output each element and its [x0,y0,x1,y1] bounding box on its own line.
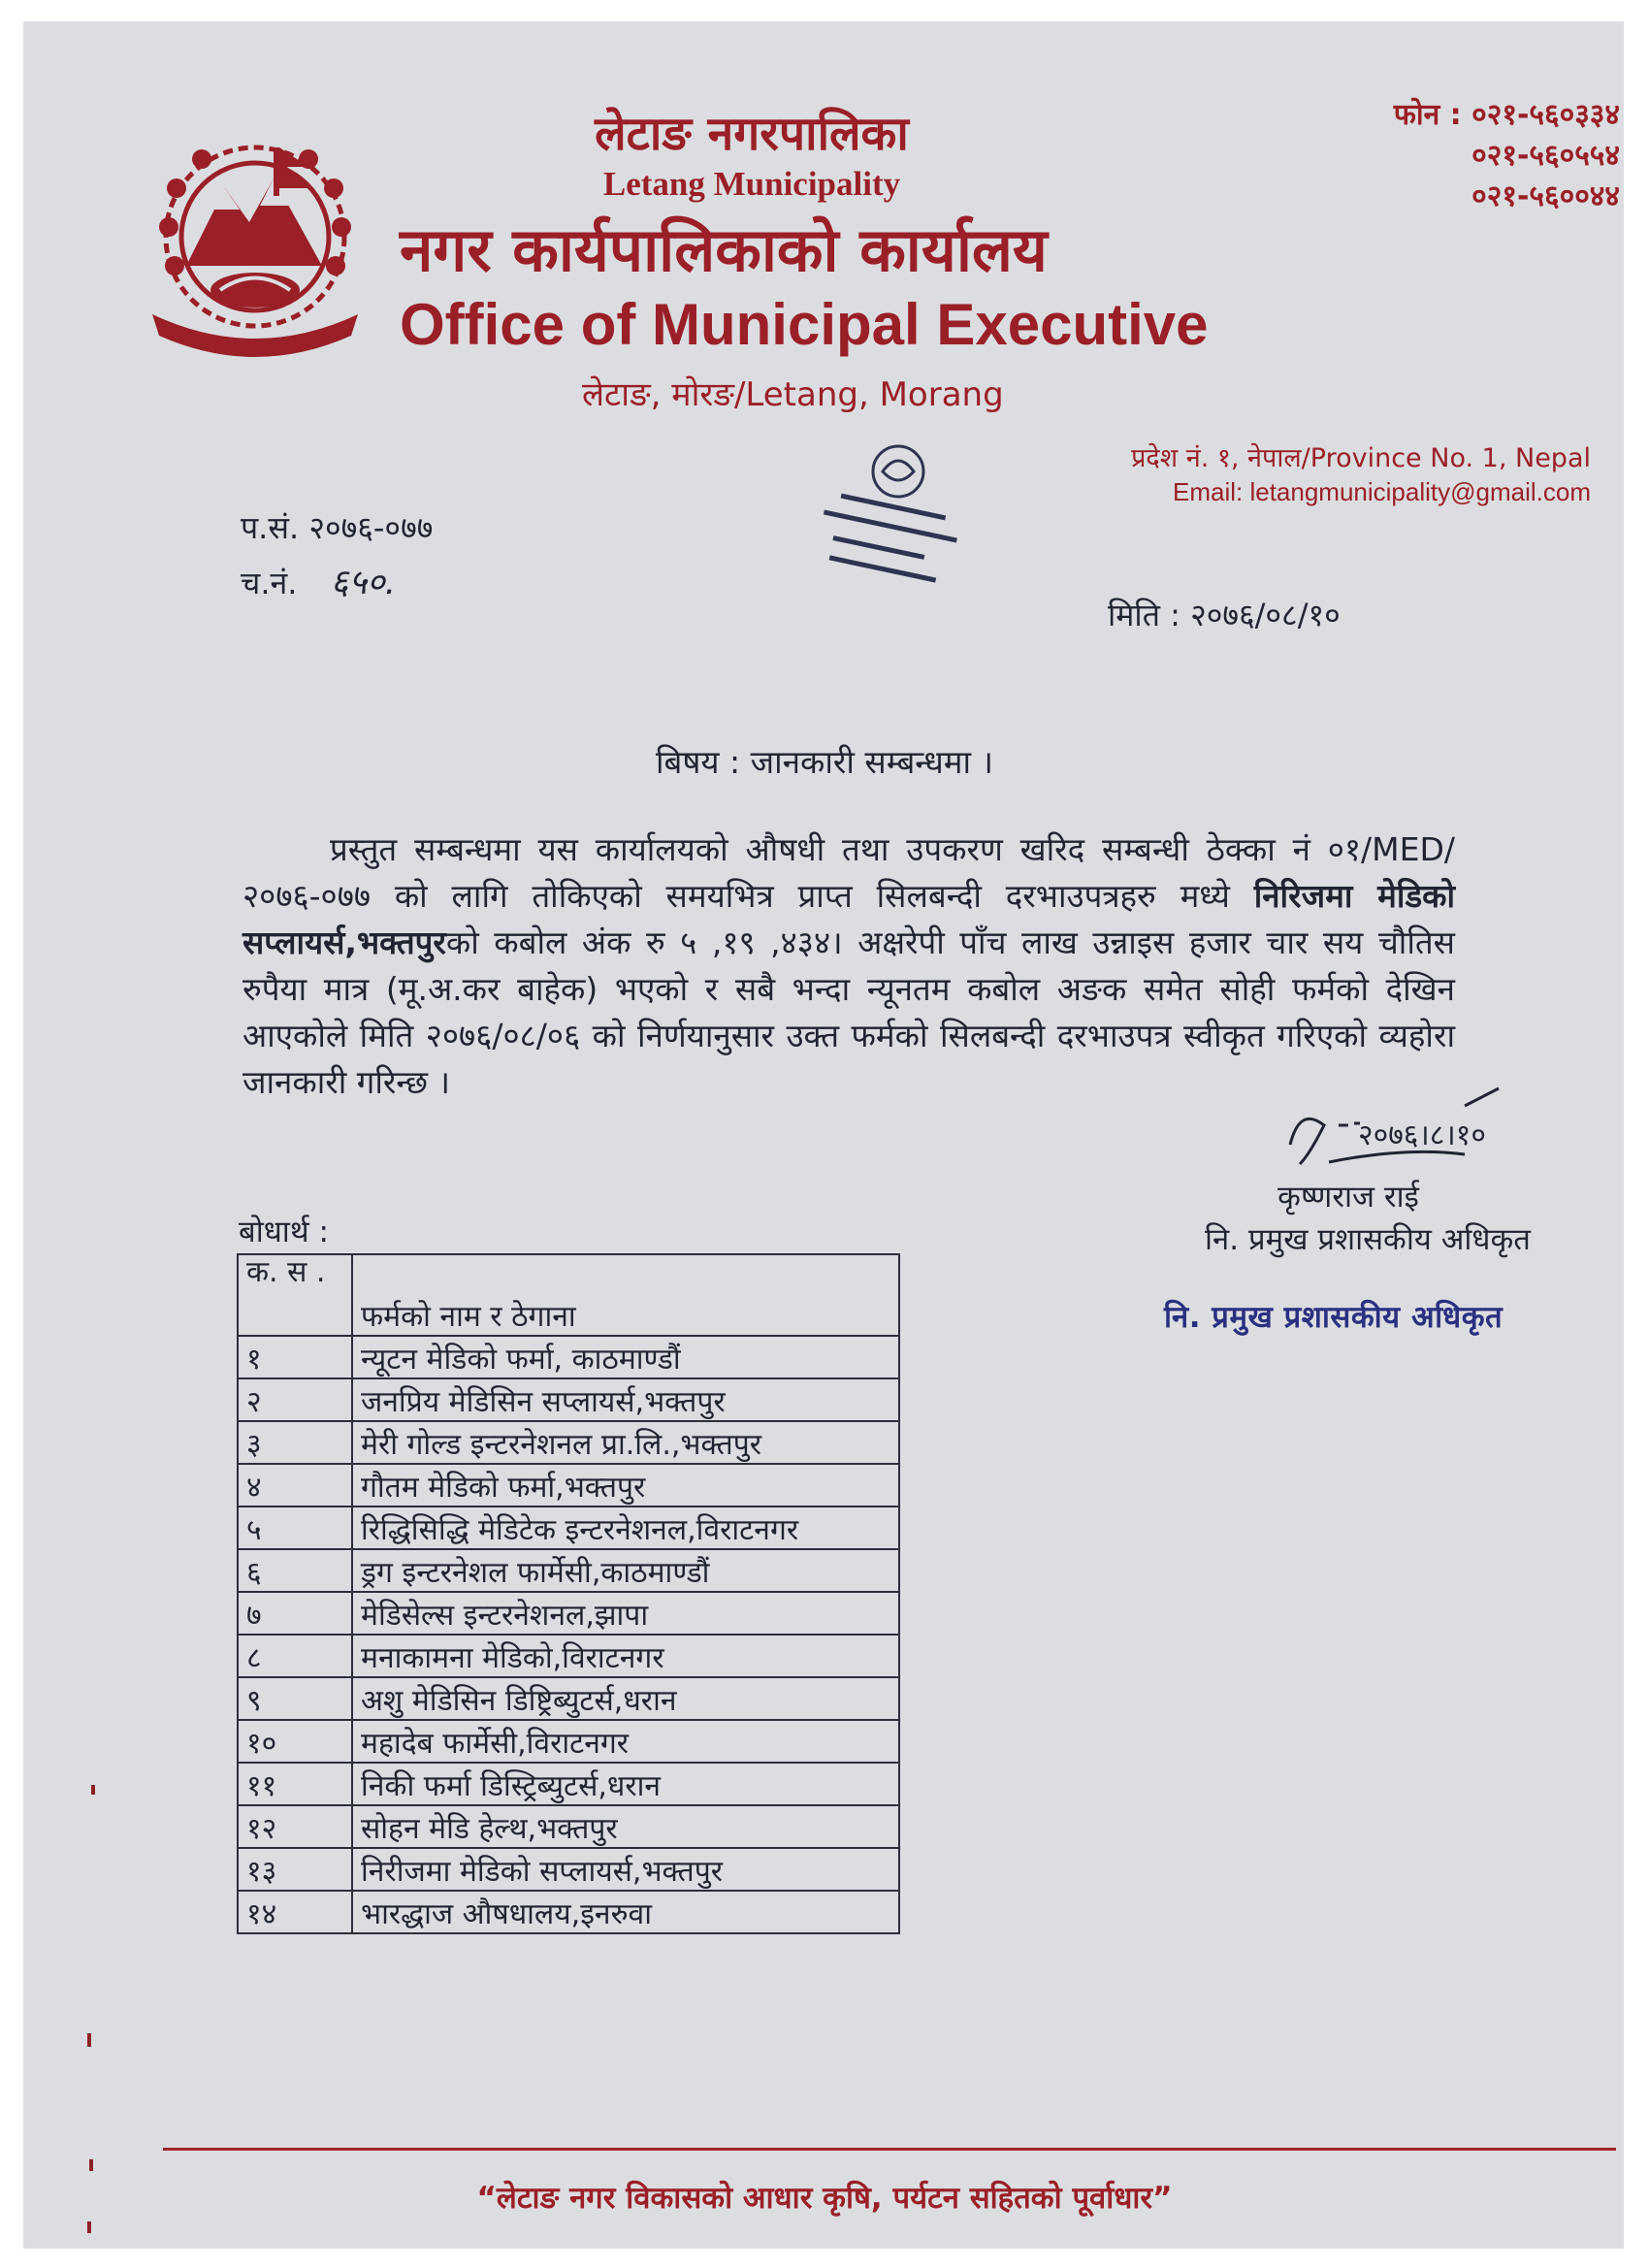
office-name-english: Office of Municipal Executive [400,292,1209,357]
serial-cell: १० [238,1720,352,1763]
serial-cell: ७ [238,1592,352,1635]
firm-cell: सोहन मेडि हेल्थ,भक्तपुर [352,1805,899,1848]
serial-cell: १४ [238,1891,352,1933]
serial-cell: ११ [238,1763,352,1805]
firm-header: फर्मको नाम र ठेगाना [352,1254,899,1336]
cc-label: बोधार्थ : [239,1215,329,1249]
table-row [238,1891,899,1933]
municipality-name-english: Letang Municipality [602,165,901,203]
table-row [238,1336,899,1378]
serial-cell: २ [238,1378,352,1421]
office-name-nepali: नगर कार्यपालिकाको कार्यालय [400,214,1048,285]
serial-cell: ५ [238,1507,352,1549]
office-stamp-icon [801,438,986,594]
table-row [238,1805,899,1848]
table-row [238,1592,899,1635]
firm-cell: निरीजमा मेडिको सप्लायर्स,भक्तपुर [352,1848,899,1891]
municipality-name-nepali: लेटाङ नगरपालिका [595,107,909,161]
firm-cell: अशु मेडिसिन डिष्ट्रिब्युटर्स,धरान [352,1677,899,1720]
table-row [238,1549,899,1592]
firm-cell: महादेब फार्मेसी,विराटनगर [352,1720,899,1763]
serial-cell: ८ [238,1635,352,1677]
table-row [238,1763,899,1805]
footer-divider [163,2148,1616,2151]
signatory-title: नि. प्रमुख प्रशासकीय अधिकृत [1205,1222,1531,1257]
table-row [238,1421,899,1464]
phone-number-1 [1290,93,1620,133]
serial-cell: ६ [238,1549,352,1592]
serial-cell: ३ [238,1421,352,1464]
firm-cell: मेरी गोल्ड इन्टरनेशनल प्रा.लि.,भक्तपुर [352,1421,899,1464]
serial-cell: ९ [238,1677,352,1720]
signatory-name: कृष्णराज राई [1277,1180,1419,1215]
serial-header: क. स . [238,1254,352,1336]
footer-slogan: “लेटाङ नगर विकासको आधार कृषि, पर्यटन सहितको पूर्वाधार” [476,2181,1173,2216]
dispatch-number [241,557,396,604]
table-row [238,1720,899,1763]
firm-cell: मेडिसेल्स इन्टरनेशनल,झापा [352,1592,899,1635]
subject-line: बिषय : जानकारी सम्बन्धमा । [655,743,994,781]
email-line: Email: letangmunicipality@gmail.com [1173,477,1591,506]
phone-label: फोन : [1393,98,1462,132]
letter-body [242,826,1455,1106]
phone-number-2: ०२१-५६०५५४ [1471,139,1620,173]
dispatch-value: ६५०. [330,563,397,602]
firm-cell: मनाकामना मेडिको,विराटनगर [352,1635,899,1677]
office-location: लेटाङ, मोरङ/Letang, Morang [582,375,1004,414]
margin-mark [87,2221,91,2233]
firm-cell: निकी फर्मा डिस्ट्रिब्युटर्स,धरान [352,1763,899,1805]
firm-cell: रिद्धिसिद्धि मेडिटेक इन्टरनेशनल,विराटनगर [352,1507,899,1549]
firm-cell: न्यूटन मेडिको फर्मा, काठमाण्डौं [352,1336,899,1378]
serial-cell: १ [238,1336,352,1378]
table-row [238,1635,899,1677]
signature-date: २०७६।८।१० [1358,1118,1486,1152]
table-row [238,1507,899,1549]
dispatch-label: च.नं. [241,565,298,601]
cc-table [237,1253,900,1934]
firm-cell: गौतम मेडिको फर्मा,भक्तपुर [352,1464,899,1507]
firm-cell: ड्रग इन्टरनेशल फार्मेसी,काठमाण्डौं [352,1549,899,1592]
table-row [238,1464,899,1507]
table-row [238,1848,899,1891]
serial-cell: ४ [238,1464,352,1507]
firm-cell: भारद्धाज औषधालय,इनरुवा [352,1891,899,1933]
body-part-1: प्रस्तुत सम्बन्धमा यस कार्यालयको औषधी तथा उपकरण खरिद सम्बन्धी ठेक्का नं ०१/MED/२०७६-०७७ को लागि तोकिएको समयभित्र प्राप्त सिलबन्दी दरभाउपत्रहरु मध्ये [242,830,1455,915]
firm-cell: जनप्रिय मेडिसिन सप्लायर्स,भक्तपुर [352,1378,899,1421]
winning-firm: निरिजमा मेडिको सप्लायर्स,भक्तपुर [242,877,1455,961]
body-part-2: को कबोल अंक रु ५ ,१९ ,४३४। अक्षरेपी पाँच लाख उन्नाइस हजार चार सय चौतिस रुपैया मात्र (मू.अ.कर बाहेक) भएको र सबै भन्दा न्यूनतम कबोल अङक समेत सोही फर्मको देखिन आएकोले मिति २०७६/०८/०६ को निर्णयानुसार उक्त फर्मको सिलबन्दी दरभाउपत्र स्वीकृत गरिएको व्यहोरा जानकारी गरिन्छ । [242,923,1455,1101]
margin-mark [89,2159,93,2171]
province-line: प्रदेश नं. १, नेपाल/Province No. 1, Nepal [1131,443,1591,473]
cc-table-header [238,1254,899,1336]
reference-number: प.सं. २०७६-०७७ [241,509,434,546]
table-row [238,1677,899,1720]
table-row [238,1378,899,1421]
serial-cell: १३ [238,1848,352,1891]
margin-mark [91,1785,95,1795]
letter-date: मिति : २०७६/०८/१० [1108,597,1341,633]
designation-stamp: नि. प्रमुख प्रशासकीय अधिकृत [1164,1300,1504,1335]
nepal-emblem-icon [128,120,382,374]
phone-number-3: ०२१-५६००४४ [1471,179,1620,213]
serial-cell: १२ [238,1805,352,1848]
margin-mark [87,2033,91,2047]
phone-value: ०२१-५६०३३४ [1471,98,1620,132]
